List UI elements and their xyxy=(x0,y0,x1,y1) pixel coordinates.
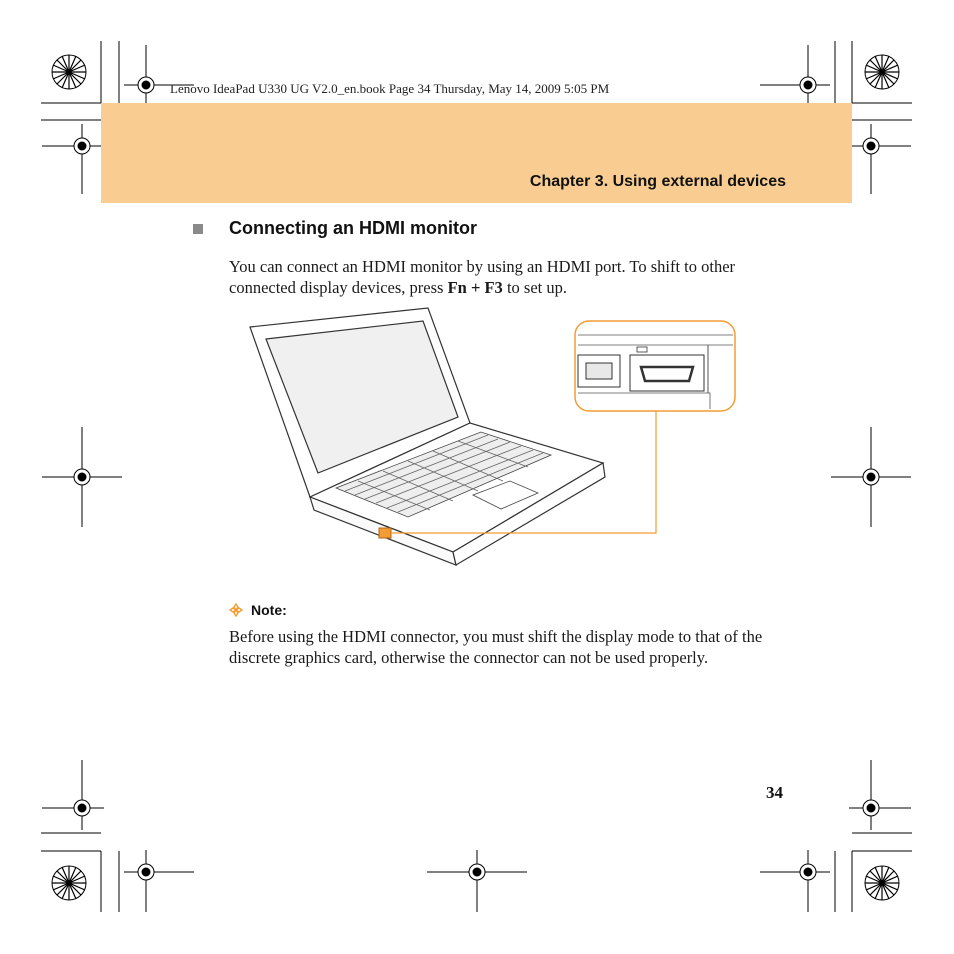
intro-text-end: to set up. xyxy=(502,278,567,297)
diamond-sparkle-icon xyxy=(229,603,243,617)
square-bullet-icon xyxy=(193,224,203,234)
section-heading: Connecting an HDMI monitor xyxy=(229,218,477,238)
intro-text: You can connect an HDMI monitor by using an HDMI port. To shift to other connected display devices, press xyxy=(229,257,736,297)
key-combination: Fn + F3 xyxy=(447,278,503,297)
ethernet-port-icon xyxy=(578,355,620,387)
chapter-band xyxy=(101,103,852,203)
note-text: Before using the HDMI connector, you must shift the display mode to that of the discrete graphics card, otherwise the connector can not be used properly. xyxy=(229,627,763,667)
chapter-title: Chapter 3. Using external devices xyxy=(529,173,786,190)
laptop-hdmi-illustration xyxy=(248,305,738,575)
intro-paragraph xyxy=(229,256,789,298)
hdmi-port-highlight xyxy=(379,528,391,538)
book-header-line: Lenovo IdeaPad U330 UG V2.0_en.book Page 34 Thursday, May 14, 2009 5:05 PM xyxy=(170,81,610,96)
note-header xyxy=(229,602,287,618)
port-zoom-inset xyxy=(575,321,735,411)
note-label: Note: xyxy=(251,602,287,618)
page-number: 34 xyxy=(766,783,783,802)
